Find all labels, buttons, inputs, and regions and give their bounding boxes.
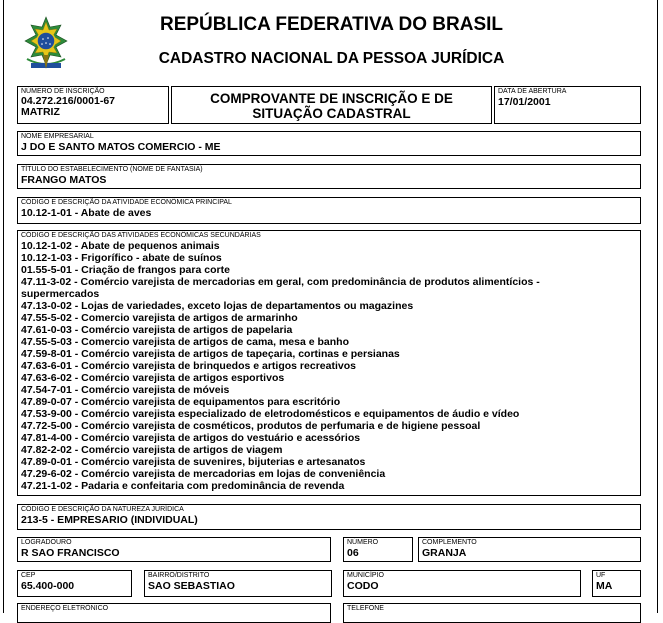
list-item: 47.89-0-07 - Comércio varejista de equipamentos para escritório: [21, 396, 341, 408]
page-subtitle: CADASTRO NACIONAL DA PESSOA JURÍDICA: [158, 50, 505, 67]
comprovante-line1: COMPROVANTE DE INSCRIÇÃO E DE: [210, 91, 453, 106]
list-item: 47.13-0-02 - Lojas de variedades, exceto lojas de departamentos ou magazines: [21, 300, 414, 312]
complemento-label: COMPLEMENTO: [422, 539, 477, 546]
list-item: 47.63-6-01 - Comércio varejista de brinquedos e artigos recreativos: [21, 360, 356, 372]
atividades-secundarias-list: [18, 240, 640, 492]
natureza-juridica-box: [17, 504, 641, 530]
cep-value: 65.400-000: [21, 580, 75, 592]
list-item: 47.21-1-02 - Padaria e confeitaria com predominância de revenda: [21, 480, 345, 492]
atividade-principal-box: [17, 197, 641, 224]
email-box: [17, 603, 331, 623]
list-item: 47.89-0-01 - Comércio varejista de suvenires, bijuterias e artesanatos: [21, 456, 366, 468]
logradouro-label: LOGRADOURO: [21, 539, 72, 546]
list-item: 47.63-6-02 - Comércio varejista de artigos esportivos: [21, 372, 285, 384]
document-page: [3, 0, 658, 613]
list-item: 47.82-2-02 - Comércio varejista de artigos de viagem: [21, 444, 283, 456]
fantasia-value: FRANGO MATOS: [21, 174, 107, 186]
natureza-juridica-value: 213-5 - EMPRESARIO (INDIVIDUAL): [21, 514, 198, 526]
inscricao-label: NÚMERO DE INSCRIÇÃO: [21, 88, 105, 95]
comprovante-box: [171, 86, 492, 124]
uf-label: UF: [596, 572, 606, 579]
uf-box: [592, 570, 641, 597]
list-item: 47.81-4-00 - Comércio varejista de artigos do vestuário e acessórios: [21, 432, 361, 444]
nome-empresarial-box: [17, 131, 641, 156]
abertura-box: [494, 86, 641, 124]
inscricao-box: [17, 86, 169, 124]
list-item: 47.72-5-00 - Comércio varejista de cosméticos, produtos de perfumaria e de higiene pessoal: [21, 420, 481, 432]
telefone-label: TELEFONE: [347, 605, 384, 612]
cep-label: CEP: [21, 572, 36, 579]
municipio-value: CODO: [347, 580, 379, 592]
uf-value: MA: [596, 580, 613, 592]
numero-value: 06: [347, 547, 359, 559]
complemento-box: [418, 537, 641, 562]
natureza-juridica-label: CÓDIGO E DESCRIÇÃO DA NATUREZA JURÍDICA: [21, 506, 184, 513]
list-item: 47.55-5-03 - Comercio varejista de artigos de cama, mesa e banho: [21, 336, 349, 348]
list-item: 47.54-7-01 - Comércio varejista de móveis: [21, 384, 230, 396]
complemento-value: GRANJA: [422, 547, 467, 559]
abertura-label: DATA DE ABERTURA: [498, 88, 567, 95]
fantasia-box: [17, 164, 641, 189]
list-item: 47.61-0-03 - Comércio varejista de artigos de papelaria: [21, 324, 293, 336]
telefone-box: [343, 603, 641, 623]
list-item: 47.59-8-01 - Comércio varejista de artigos de tapeçaria, cortinas e persianas: [21, 348, 400, 360]
numero-label: NÚMERO: [347, 539, 379, 546]
page-title: REPÚBLICA FEDERATIVA DO BRASIL: [159, 14, 504, 35]
logradouro-box: [17, 537, 331, 562]
atividade-principal-value: 10.12-1-01 - Abate de aves: [21, 207, 152, 219]
numero-box: [343, 537, 413, 562]
bairro-value: SAO SEBASTIAO: [148, 580, 235, 592]
comprovante-line2: SITUAÇÃO CADASTRAL: [252, 106, 411, 121]
municipio-box: [343, 570, 581, 597]
fantasia-label: TÍTULO DO ESTABELECIMENTO (NOME DE FANTASIA): [21, 166, 203, 173]
cep-box: [17, 570, 132, 597]
list-item: 47.29-6-02 - Comércio varejista de mercadorias em lojas de conveniência: [21, 468, 386, 480]
list-item: 10.12-1-02 - Abate de pequenos animais: [21, 240, 220, 252]
inscricao-type: MATRIZ: [21, 106, 60, 118]
nome-empresarial-label: NOME EMPRESARIAL: [21, 133, 94, 140]
nome-empresarial-value: J DO E SANTO MATOS COMERCIO - ME: [21, 141, 221, 153]
bairro-label: BAIRRO/DISTRITO: [148, 572, 210, 579]
list-item: 01.55-5-01 - Criação de frangos para corte: [21, 264, 230, 276]
list-item: 10.12-1-03 - Frigorífico - abate de suínos: [21, 252, 222, 264]
abertura-value: 17/01/2001: [498, 96, 551, 108]
atividades-secundarias-box: [17, 230, 641, 496]
list-item: 47.53-9-00 - Comércio varejista especializado de eletrodomésticos e equipamentos de áudio e vídeo: [21, 408, 520, 420]
atividade-principal-label: CÓDIGO E DESCRIÇÃO DA ATIVIDADE ECONÔMICA PRINCIPAL: [21, 199, 232, 206]
list-item: supermercados: [21, 288, 100, 300]
bairro-box: [144, 570, 332, 597]
list-item: 47.11-3-02 - Comércio varejista de mercadorias em geral, com predominância de produtos alimentícios -: [21, 276, 540, 288]
list-item: 47.55-5-02 - Comercio varejista de artigos de armarinho: [21, 312, 298, 324]
municipio-label: MUNICÍPIO: [347, 572, 384, 579]
atividades-secundarias-label: CÓDIGO E DESCRIÇÃO DAS ATIVIDADES ECONÔMICAS SECUNDÁRIAS: [21, 232, 261, 239]
email-label: ENDEREÇO ELETRÔNICO: [21, 605, 109, 612]
logradouro-value: R SAO FRANCISCO: [21, 547, 120, 559]
inscricao-value: 04.272.216/0001-67: [21, 95, 116, 107]
